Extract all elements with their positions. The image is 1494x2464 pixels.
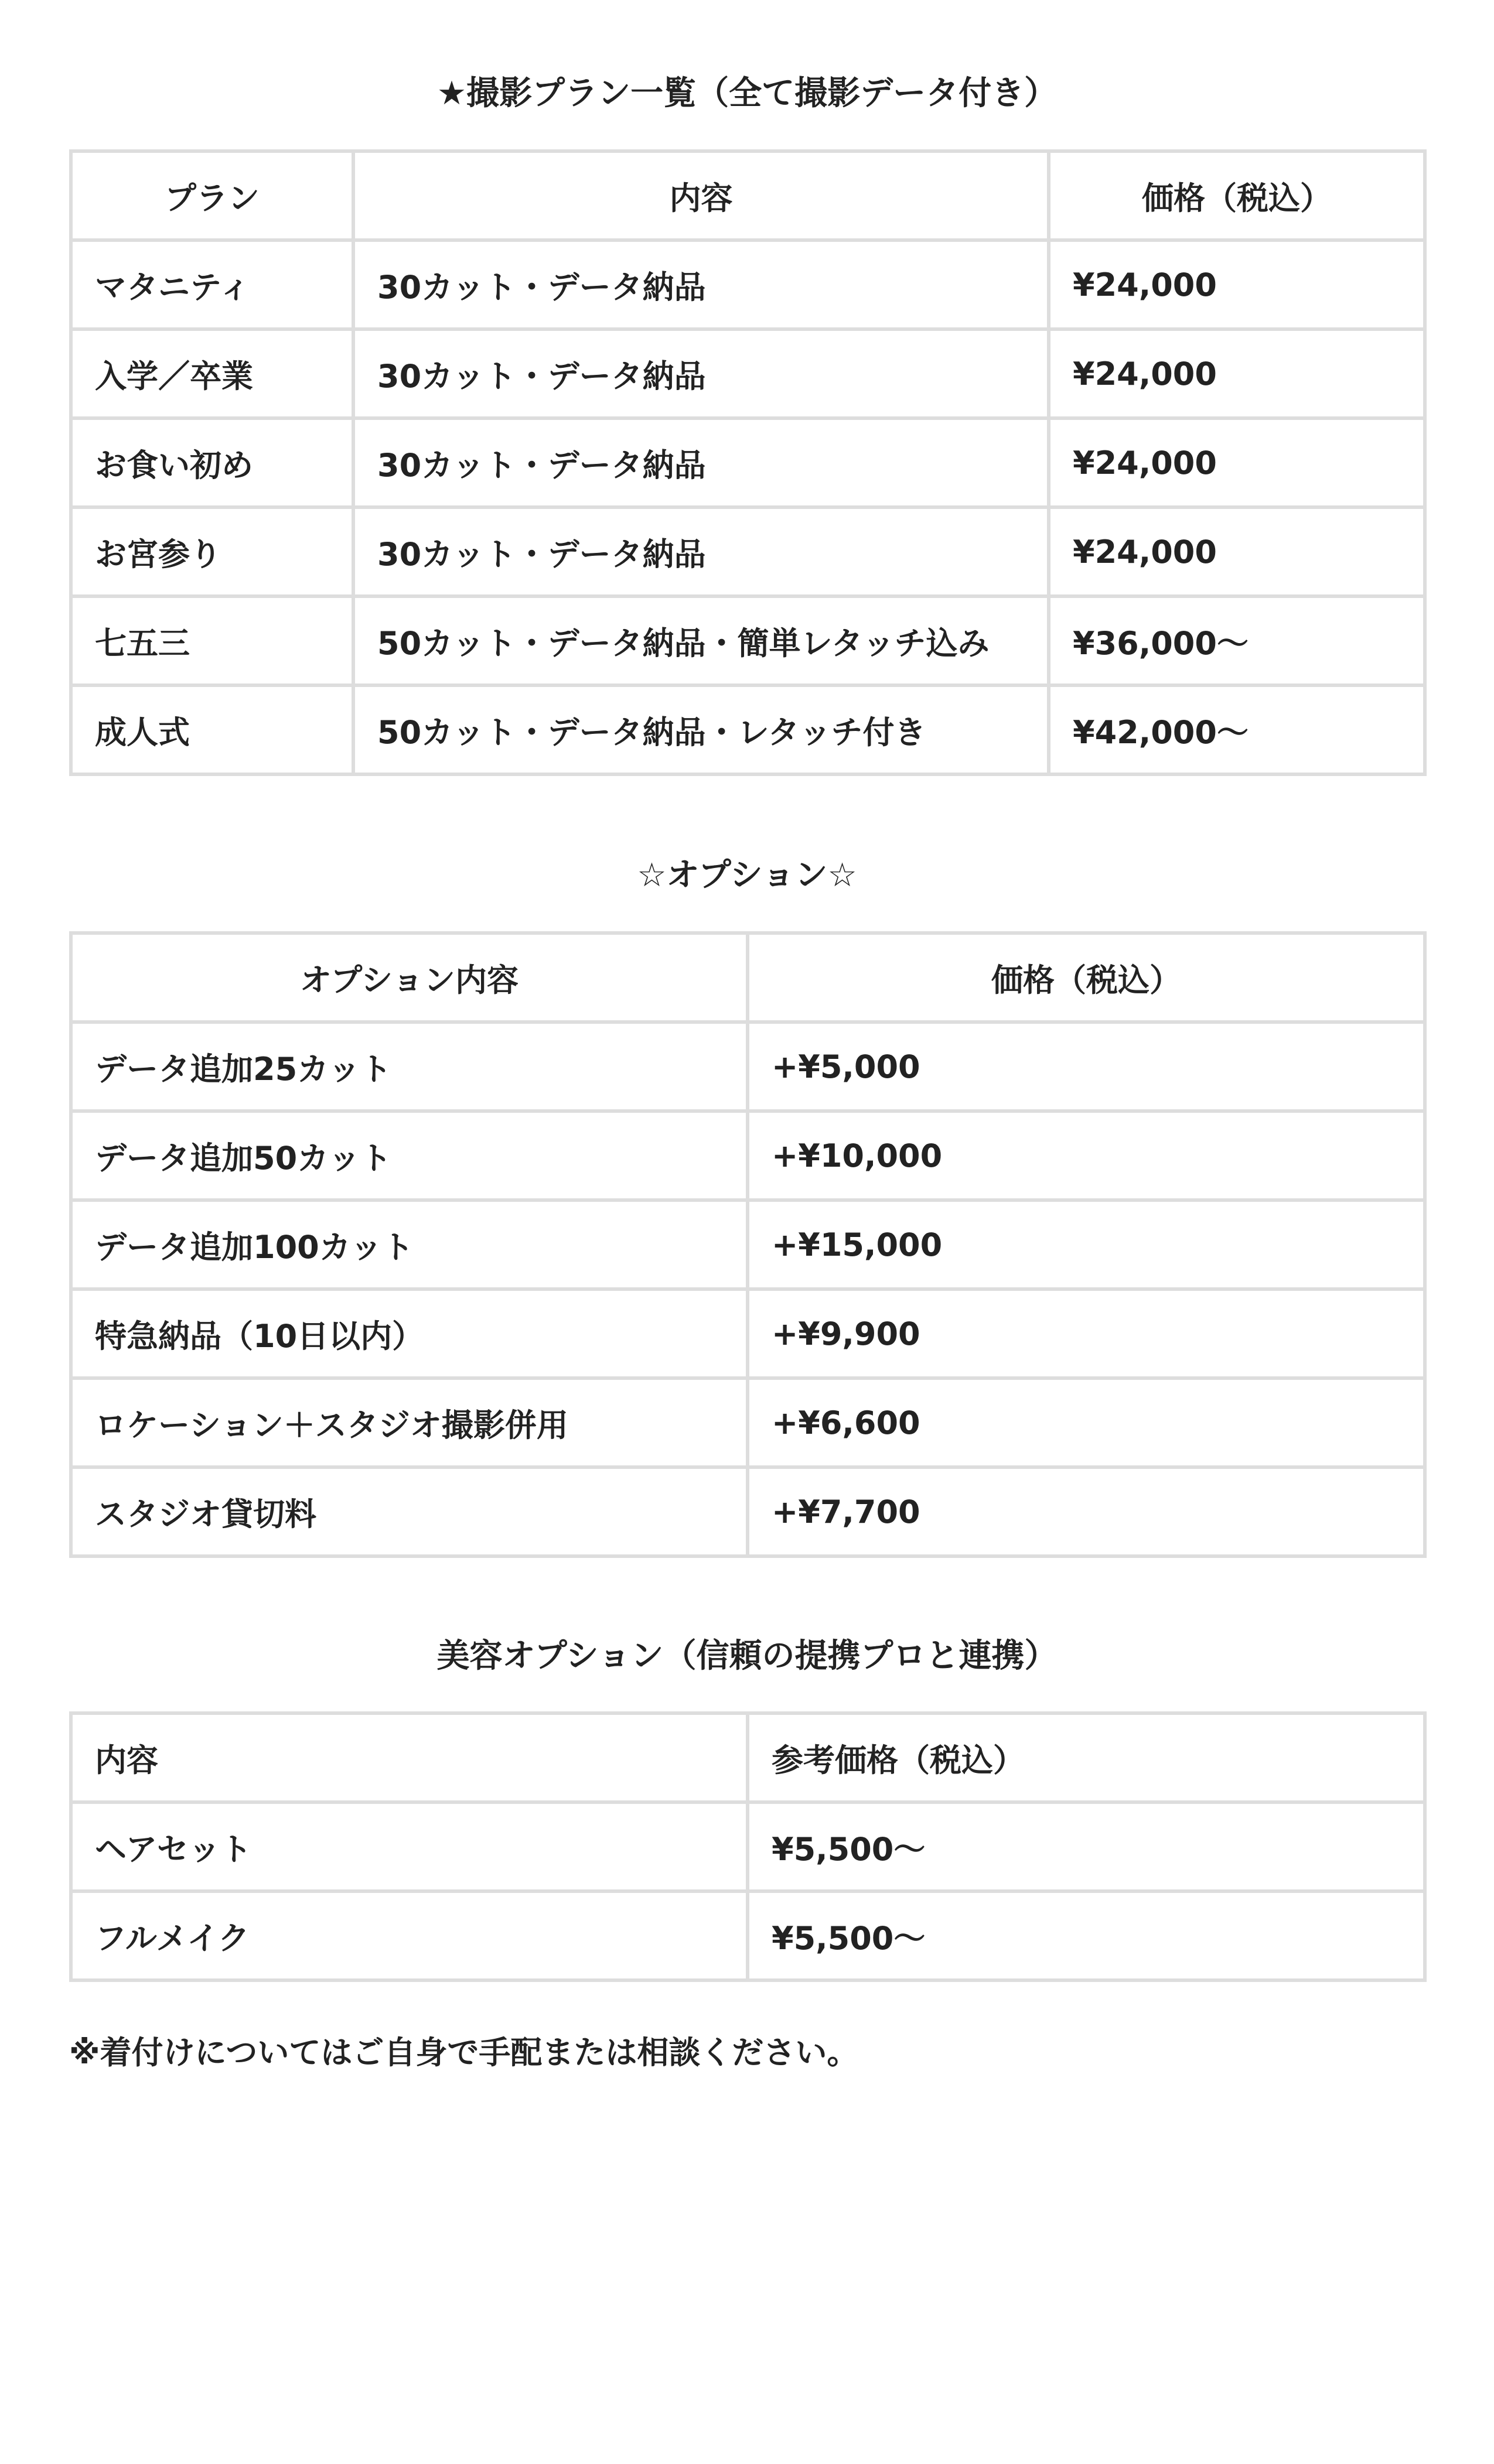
table-row: [71, 1289, 1425, 1378]
options-header-row: [71, 933, 1425, 1022]
plan-price: ¥42,000〜: [1049, 685, 1425, 774]
plan-price: ¥36,000〜: [1049, 596, 1425, 685]
plan-content: 30カット・データ納品: [353, 418, 1049, 507]
plan-name: マタニティ: [71, 240, 353, 329]
plans-title: ★撮影プラン一覧（全て撮影データ付き）: [436, 74, 1058, 112]
beauty-table: [69, 1711, 1427, 1982]
option-name: スタジオ貸切料: [71, 1467, 748, 1556]
header-beauty-content: 内容: [71, 1713, 748, 1802]
option-name: データ追加50カット: [71, 1111, 748, 1200]
beauty-price: ¥5,500〜: [748, 1891, 1425, 1980]
option-price: +¥15,000: [748, 1200, 1425, 1289]
plan-price: ¥24,000: [1049, 418, 1425, 507]
table-row: [71, 1802, 1425, 1891]
plan-name: お食い初め: [71, 418, 353, 507]
header-price: 価格（税込）: [1049, 151, 1425, 240]
plan-name: 七五三: [71, 596, 353, 685]
plan-price: ¥24,000: [1049, 240, 1425, 329]
table-row: [71, 1200, 1425, 1289]
header-content: 内容: [353, 151, 1049, 240]
beauty-header-row: [71, 1713, 1425, 1802]
table-row: [71, 329, 1425, 418]
header-beauty-price: 参考価格（税込）: [748, 1713, 1425, 1802]
plan-content: 50カット・データ納品・レタッチ付き: [353, 685, 1049, 774]
table-row: [71, 1111, 1425, 1200]
option-name: 特急納品（10日以内）: [71, 1289, 748, 1378]
option-price: +¥5,000: [748, 1022, 1425, 1111]
option-name: ロケーション＋スタジオ撮影併用: [71, 1378, 748, 1467]
table-row: [71, 685, 1425, 774]
header-option-price: 価格（税込）: [748, 933, 1425, 1022]
option-name: データ追加25カット: [71, 1022, 748, 1111]
option-price: +¥9,900: [748, 1289, 1425, 1378]
plan-content: 30カット・データ納品: [353, 240, 1049, 329]
plan-content: 30カット・データ納品: [353, 329, 1049, 418]
plan-name: 入学／卒業: [71, 329, 353, 418]
beauty-name: フルメイク: [71, 1891, 748, 1980]
plan-content: 30カット・データ納品: [353, 507, 1049, 596]
beauty-name: ヘアセット: [71, 1802, 748, 1891]
plans-table: [69, 149, 1427, 776]
header-option-content: オプション内容: [71, 933, 748, 1022]
table-row: [71, 596, 1425, 685]
plan-price: ¥24,000: [1049, 329, 1425, 418]
footnote: ※着付けについてはご自身で手配または相談ください。: [69, 2034, 859, 2071]
options-table: [69, 931, 1427, 1558]
plans-header-row: [71, 151, 1425, 240]
table-row: [71, 1467, 1425, 1556]
option-price: +¥10,000: [748, 1111, 1425, 1200]
header-plan: プラン: [71, 151, 353, 240]
plan-name: お宮参り: [71, 507, 353, 596]
table-row: [71, 1022, 1425, 1111]
plan-price: ¥24,000: [1049, 507, 1425, 596]
option-price: +¥6,600: [748, 1378, 1425, 1467]
plan-content: 50カット・データ納品・簡単レタッチ込み: [353, 596, 1049, 685]
table-row: [71, 240, 1425, 329]
option-name: データ追加100カット: [71, 1200, 748, 1289]
beauty-price: ¥5,500〜: [748, 1802, 1425, 1891]
option-price: +¥7,700: [748, 1467, 1425, 1556]
table-row: [71, 1891, 1425, 1980]
table-row: [71, 418, 1425, 507]
beauty-title: 美容オプション（信頼の提携プロと連携）: [436, 1637, 1058, 1675]
table-row: [71, 1378, 1425, 1467]
table-row: [71, 507, 1425, 596]
plan-name: 成人式: [71, 685, 353, 774]
options-title: ☆オプション☆: [637, 856, 857, 894]
